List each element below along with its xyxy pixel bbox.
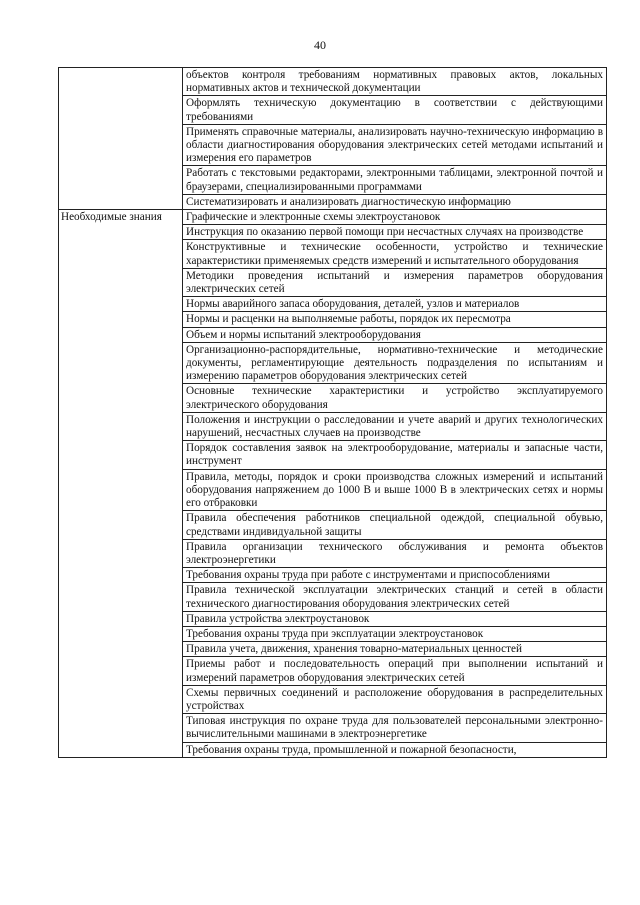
requirement-text: Графические и электронные схемы электроустановок	[183, 210, 607, 225]
requirement-text: Приемы работ и последовательность операций при выполнении испытаний и измерений параметров оборудования электрических сетей	[183, 657, 607, 685]
page-number: 40	[314, 38, 326, 52]
requirement-text: Схемы первичных соединений и расположение оборудования в распределительных устройствах	[183, 685, 607, 713]
requirement-text: Порядок составления заявок на электрооборудование, материалы и запасные части, инструмент	[183, 441, 607, 469]
requirement-text: Требования охраны труда, промышленной и пожарной безопасности,	[183, 742, 607, 757]
skills-row	[59, 68, 607, 96]
requirements-table	[58, 67, 607, 758]
knowledge-row	[59, 210, 607, 225]
requirement-text: Организационно-распорядительные, нормативно-технические и методические документы, регламентирующие деятельность подразделения по испытаниям и измерению параметров оборудования электрических сетей	[183, 342, 607, 384]
requirement-text: объектов контроля требованиям нормативных правовых актов, локальных нормативных актов и технической документации	[183, 68, 607, 96]
requirement-text: Методики проведения испытаний и измерения параметров оборудования электрических сетей	[183, 268, 607, 296]
requirement-text: Работать с текстовыми редакторами, электронными таблицами, электронной почтой и браузерами, специализированными программами	[183, 166, 607, 194]
requirement-text: Нормы аварийного запаса оборудования, деталей, узлов и материалов	[183, 297, 607, 312]
requirement-text: Правила устройства электроустановок	[183, 611, 607, 626]
requirement-text: Правила учета, движения, хранения товарно-материальных ценностей	[183, 642, 607, 657]
requirement-text: Правила, методы, порядок и сроки производства сложных измерений и испытаний оборудования напряжением до 1000 В и выше 1000 В в электрических сетях и нормы его отбраковки	[183, 469, 607, 511]
requirement-text: Оформлять техническую документацию в соответствии с действующими требованиями	[183, 96, 607, 124]
skills-label-cell	[59, 68, 183, 210]
requirement-text: Правила обеспечения работников специальной одеждой, специальной обувью, средствами индивидуальной защиты	[183, 511, 607, 539]
requirement-text: Положения и инструкции о расследовании и учете аварий и других технологических нарушений, несчастных случаев на производстве	[183, 412, 607, 440]
requirement-text: Инструкция по оказанию первой помощи при несчастных случаях на производстве	[183, 225, 607, 240]
requirement-text: Систематизировать и анализировать диагностическую информацию	[183, 194, 607, 209]
requirement-text: Требования охраны труда при эксплуатации электроустановок	[183, 626, 607, 641]
requirement-text: Типовая инструкция по охране труда для пользователей персональными электронно-вычислительными машинами в электроэнергетике	[183, 714, 607, 742]
requirement-text: Применять справочные материалы, анализировать научно-техническую информацию в области диагностирования оборудования электрических сетей методами испытаний и измерения его параметров	[183, 124, 607, 166]
requirement-text: Нормы и расценки на выполняемые работы, порядок их пересмотра	[183, 312, 607, 327]
knowledge-label: Необходимые знания	[59, 210, 183, 758]
page-bottom-margin	[0, 846, 640, 905]
requirement-text: Основные технические характеристики и устройство эксплуатируемого электрического оборудования	[183, 384, 607, 412]
requirement-text: Правила технической эксплуатации электрических станций и сетей в области технического диагностирования оборудования электрических сетей	[183, 583, 607, 611]
requirement-text: Правила организации технического обслуживания и ремонта объектов электроэнергетики	[183, 539, 607, 567]
requirement-text: Конструктивные и технические особенности, устройство и технические характеристики применяемых средств измерений и испытательного оборудования	[183, 240, 607, 268]
requirement-text: Требования охраны труда при работе с инструментами и приспособлениями	[183, 568, 607, 583]
requirement-text: Объем и нормы испытаний электрооборудования	[183, 327, 607, 342]
